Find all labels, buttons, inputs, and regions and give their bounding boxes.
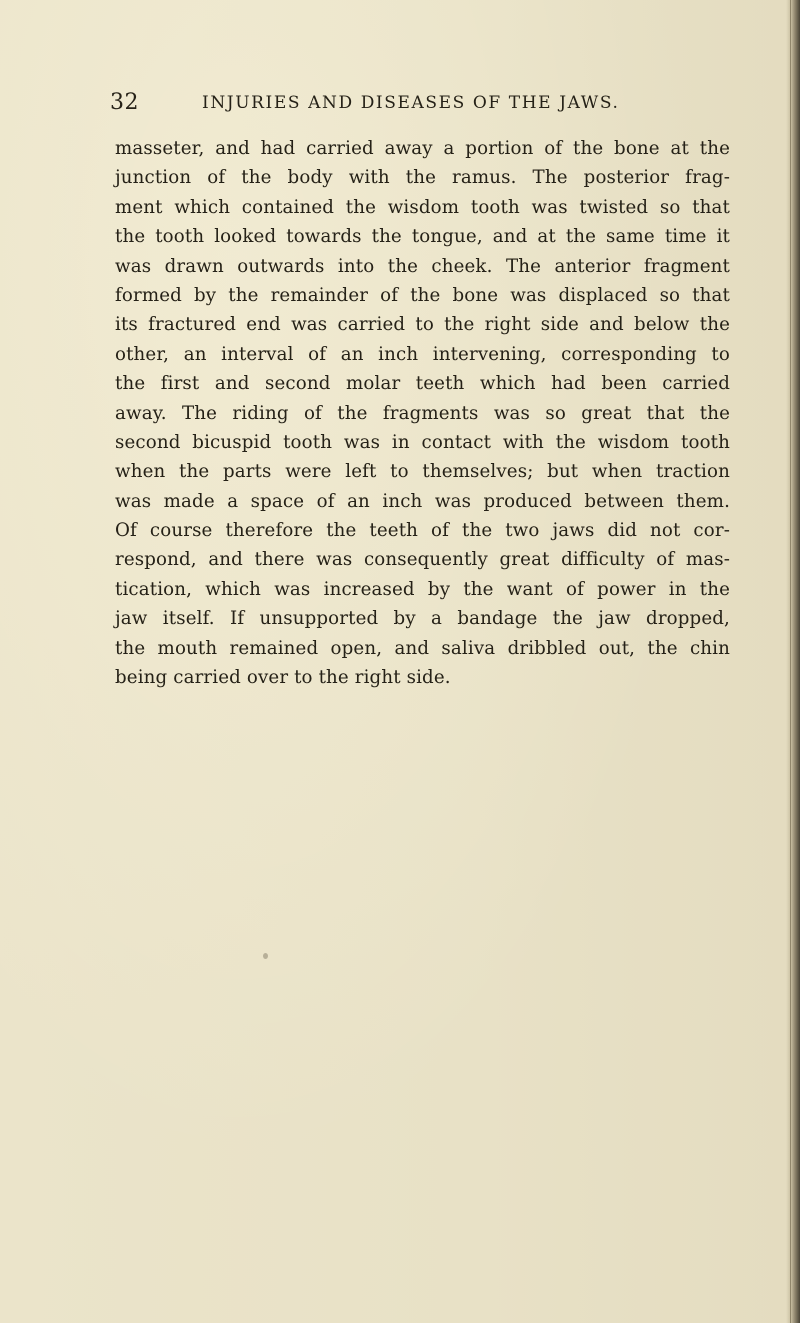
text-line: masseter, and had carried away a portion of the bone at the [115,138,730,159]
text-line: away. The riding of the fragments was so great that the [115,402,730,424]
text-line: was made a space of an inch was produced between them. [115,490,730,512]
text-line: the first and second molar teeth which had been carried [115,373,730,395]
text-line: respond, and there was consequently great difficulty of mas- [115,549,730,571]
text-line: formed by the remainder of the bone was displaced so that [115,284,730,306]
running-head-title: INJURIES AND DISEASES OF THE JAWS. [202,93,620,113]
text-line: other, an interval of an inch intervening, corresponding to [115,343,730,365]
text-line: ment which contained the wisdom tooth was twisted so that [115,196,730,218]
text-line: the mouth remained open, and saliva dribbled out, the chin [115,637,730,659]
text-line: when the parts were left to themselves; but when traction [115,461,730,483]
text-line: junction of the body with the ramus. The posterior frag- [115,167,730,189]
text-line: tication, which was increased by the want of power in the [115,578,730,600]
text-line: the tooth looked towards the tongue, and at the same time it [115,226,730,248]
body-paragraph [115,134,730,692]
page-number: 32 [110,90,139,115]
text-line: jaw itself. If unsupported by a bandage the jaw dropped, [115,608,730,630]
running-head [110,88,670,118]
page-edge-shadow [786,0,800,1323]
text-line: its fractured end was carried to the right side and below the [115,314,730,336]
paper-speck [263,953,268,959]
text-line: was drawn outwards into the cheek. The anterior fragment [115,255,730,277]
text-line-last: being carried over to the right side. [115,667,451,689]
text-line: second bicuspid tooth was in contact with the wisdom tooth [115,431,730,453]
text-line: Of course therefore the teeth of the two jaws did not cor- [115,520,730,542]
